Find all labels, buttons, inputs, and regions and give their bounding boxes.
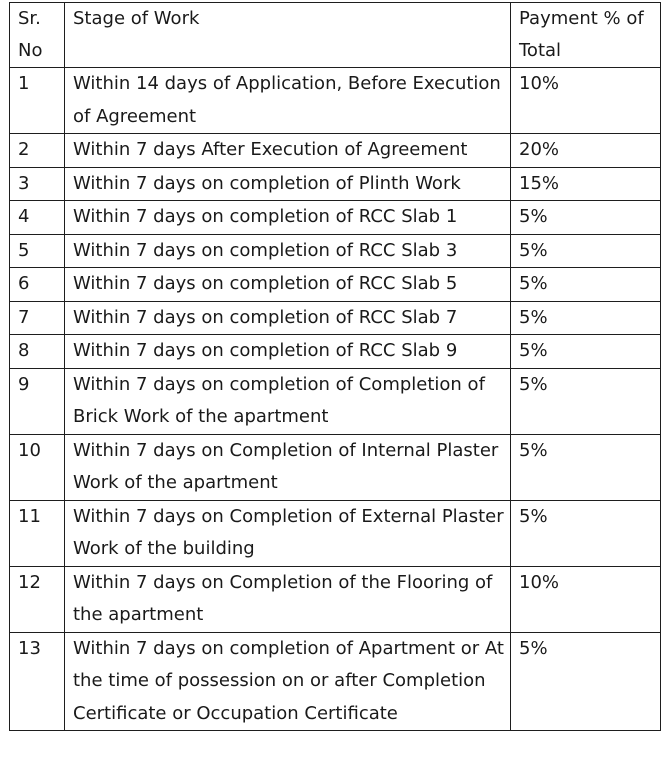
table-row [10, 201, 661, 235]
row-stage: Within 7 days on Completion of Internal Plaster Work of the apartment [65, 434, 511, 500]
row-stage: Within 7 days on completion of Apartment or At the time of possession on or after Completion Certificate or Occupation Certificate [65, 632, 511, 731]
row-payment: 10% [511, 68, 661, 134]
table-row [10, 301, 661, 335]
row-sr-no: 7 [10, 301, 65, 335]
row-stage: Within 7 days After Execution of Agreement [65, 134, 511, 168]
row-payment: 5% [511, 201, 661, 235]
table-row [10, 566, 661, 632]
row-payment: 5% [511, 301, 661, 335]
row-payment: 5% [511, 500, 661, 566]
header-stage-of-work: Stage of Work [65, 3, 511, 68]
table-row [10, 268, 661, 302]
row-sr-no: 4 [10, 201, 65, 235]
table-row [10, 134, 661, 168]
row-stage: Within 7 days on Completion of External Plaster Work of the building [65, 500, 511, 566]
row-payment: 5% [511, 335, 661, 369]
row-stage: Within 7 days on completion of RCC Slab 1 [65, 201, 511, 235]
row-payment: 5% [511, 632, 661, 731]
table-row [10, 234, 661, 268]
header-sr-no: Sr. No [10, 3, 65, 68]
row-sr-no: 11 [10, 500, 65, 566]
row-sr-no: 13 [10, 632, 65, 731]
table-row [10, 368, 661, 434]
row-stage: Within 7 days on completion of RCC Slab 3 [65, 234, 511, 268]
row-payment: 5% [511, 434, 661, 500]
row-stage: Within 7 days on Completion of the Flooring of the apartment [65, 566, 511, 632]
row-sr-no: 5 [10, 234, 65, 268]
table-header-row [10, 3, 661, 68]
row-payment: 5% [511, 368, 661, 434]
row-sr-no: 12 [10, 566, 65, 632]
row-payment: 5% [511, 268, 661, 302]
table-row [10, 167, 661, 201]
header-payment-percent: Payment % of Total [511, 3, 661, 68]
row-stage: Within 7 days on completion of RCC Slab 9 [65, 335, 511, 369]
row-sr-no: 1 [10, 68, 65, 134]
row-payment: 15% [511, 167, 661, 201]
row-payment: 5% [511, 234, 661, 268]
row-sr-no: 8 [10, 335, 65, 369]
row-stage: Within 7 days on completion of RCC Slab 7 [65, 301, 511, 335]
table-row [10, 335, 661, 369]
table-row [10, 68, 661, 134]
row-payment: 10% [511, 566, 661, 632]
table-row [10, 434, 661, 500]
row-stage: Within 14 days of Application, Before Execution of Agreement [65, 68, 511, 134]
table-row [10, 500, 661, 566]
row-stage: Within 7 days on completion of Plinth Work [65, 167, 511, 201]
row-sr-no: 3 [10, 167, 65, 201]
row-sr-no: 9 [10, 368, 65, 434]
row-sr-no: 10 [10, 434, 65, 500]
payment-schedule-table [9, 2, 661, 731]
row-stage: Within 7 days on completion of RCC Slab 5 [65, 268, 511, 302]
row-payment: 20% [511, 134, 661, 168]
row-sr-no: 2 [10, 134, 65, 168]
row-stage: Within 7 days on completion of Completion of Brick Work of the apartment [65, 368, 511, 434]
table-row [10, 632, 661, 731]
row-sr-no: 6 [10, 268, 65, 302]
